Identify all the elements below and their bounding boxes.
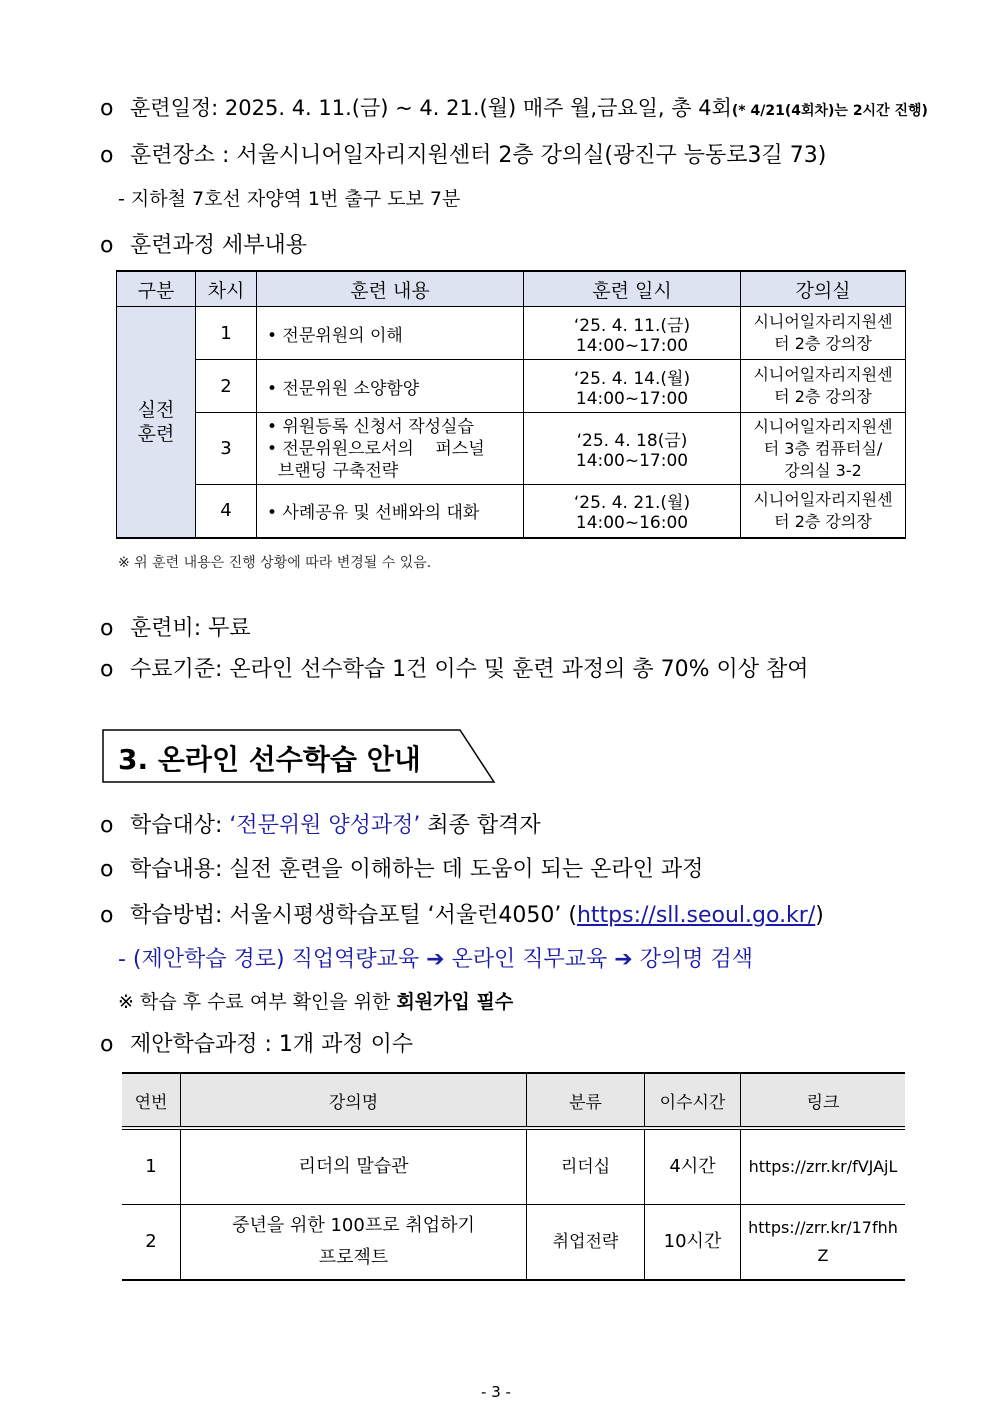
session-content: • 전문위원의 이해 — [257, 307, 524, 360]
signup-note — [118, 987, 513, 1014]
target-line — [100, 808, 541, 839]
course-number: 2 — [122, 1205, 181, 1281]
method-close: ) — [815, 903, 824, 928]
suggested-line — [100, 1027, 413, 1058]
fee-text: 훈련비: 무료 — [130, 616, 251, 641]
bullet-icon: ο — [100, 657, 114, 682]
table-row — [122, 1128, 905, 1205]
schedule-note: (* 4/21(4회차)는 2시간 진행) — [731, 103, 928, 119]
course-title: 리더의 말습관 — [181, 1128, 527, 1205]
session-datetime — [524, 413, 741, 485]
learning-path: - (제안학습 경로) 직업역량교육 ➔ 온라인 직무교육 ➔ 강의명 검색 — [118, 947, 753, 972]
table-row — [117, 413, 906, 485]
target-label: 학습대상: — [130, 813, 230, 838]
method-line — [100, 898, 824, 929]
session-number: 2 — [196, 360, 257, 413]
session-time: 14:00~17:00 — [575, 451, 689, 471]
session-date: ‘25. 4. 18(금) — [576, 431, 688, 451]
completion-line — [100, 652, 809, 683]
column-header: 강의명 — [181, 1073, 527, 1128]
session-room: 시니어일자리지원센 터 2층 강의장 — [741, 307, 906, 360]
session-number: 1 — [196, 307, 257, 360]
bullet-icon: ο — [100, 96, 114, 121]
detail-title: 훈련과정 세부내용 — [130, 233, 308, 258]
place-text: 훈련장소 : 서울시니어일자리지원센터 2층 강의실(광진구 능동로3길 73) — [130, 143, 827, 168]
bullet-icon: ο — [100, 1032, 114, 1057]
session-room: 시니어일자리지원센 터 2층 강의장 — [741, 485, 906, 538]
bullet-icon: ο — [100, 233, 114, 258]
table-row — [117, 360, 906, 413]
table-row — [122, 1205, 905, 1281]
course-category: 취업전략 — [527, 1205, 645, 1281]
session-time: 14:00~16:00 — [575, 513, 689, 534]
bullet-icon: ο — [100, 857, 114, 882]
course-table — [122, 1072, 905, 1281]
page-number: - 3 - — [481, 1383, 511, 1401]
course-hours: 4시간 — [645, 1128, 741, 1205]
session-content: • 전문위원 소양함양 — [257, 360, 524, 413]
session-room: 시니어일자리지원센 터 2층 강의장 — [741, 360, 906, 413]
course-link[interactable]: https://zrr.kr/17fhhZ — [741, 1205, 906, 1281]
column-header: 분류 — [527, 1073, 645, 1128]
column-header: 구분 — [117, 271, 196, 307]
session-room: 시니어일자리지원센 터 3층 컴퓨터실/ 강의실 3-2 — [741, 413, 906, 485]
portal-link[interactable]: https://sll.seoul.go.kr/ — [576, 903, 816, 928]
course-category: 리더십 — [527, 1128, 645, 1205]
session-datetime — [524, 360, 741, 413]
method-text: 학습방법: 서울시평생학습포털 ‘서울런4050’ ( — [130, 903, 577, 928]
suggested-text: 제안학습과정 : 1개 과정 이수 — [130, 1032, 414, 1057]
target-highlight: ‘전문위원 양성과정’ — [229, 813, 421, 838]
fee-line — [100, 611, 251, 642]
course-title: 중년을 위한 100프로 취업하기 프로젝트 — [181, 1205, 527, 1281]
bullet-icon: ο — [100, 616, 114, 641]
completion-text: 수료기준: 온라인 선수학습 1건 이수 및 훈련 과정의 총 70% 이상 참여 — [130, 657, 809, 682]
session-date: ‘25. 4. 14.(월) — [573, 368, 691, 389]
course-number: 1 — [122, 1128, 181, 1205]
column-header: 차시 — [196, 271, 257, 307]
session-number: 3 — [196, 413, 257, 485]
column-header: 강의실 — [741, 271, 906, 307]
table-note: ※ 위 훈련 내용은 진행 상황에 따라 변경될 수 있음. — [118, 555, 432, 571]
session-number: 4 — [196, 485, 257, 538]
table-row — [117, 307, 906, 360]
session-datetime — [524, 485, 741, 538]
place-line — [100, 138, 826, 169]
bullet-icon: ο — [100, 143, 114, 168]
session-datetime — [524, 307, 741, 360]
column-header: 훈련 일시 — [524, 271, 741, 307]
training-schedule-table — [116, 270, 906, 539]
schedule-text: 훈련일정: 2025. 4. 11.(금) ~ 4. 21.(월) 매주 월,금요일, 총 4회 — [130, 96, 732, 120]
session-time: 14:00~17:00 — [575, 335, 689, 356]
group-cell: 실전 훈련 — [117, 307, 196, 538]
content-line — [100, 852, 703, 883]
session-time: 14:00~17:00 — [575, 388, 689, 409]
session-date: ‘25. 4. 11.(금) — [573, 315, 691, 336]
place-subway-note: - 지하철 7호선 자양역 1번 출구 도보 7분 — [118, 188, 461, 210]
column-header: 훈련 내용 — [257, 271, 524, 307]
detail-title-line — [100, 228, 307, 259]
table-row — [117, 485, 906, 538]
course-link[interactable]: https://zrr.kr/fVJAjL — [741, 1128, 906, 1205]
column-header: 링크 — [741, 1073, 906, 1128]
section-title: 3. 온라인 선수학습 안내 — [118, 743, 421, 776]
content-text: 학습내용: 실전 훈련을 이해하는 데 도움이 되는 온라인 과정 — [130, 857, 704, 882]
signup-note-prefix: ※ 학습 후 수료 여부 확인을 위한 — [118, 991, 397, 1013]
column-header: 이수시간 — [645, 1073, 741, 1128]
column-header: 연번 — [122, 1073, 181, 1128]
session-date: ‘25. 4. 21.(월) — [573, 493, 691, 514]
signup-note-bold: 회원가입 필수 — [396, 991, 514, 1013]
session-content: • 사례공유 및 선배와의 대화 — [257, 485, 524, 538]
target-rest: 최종 합격자 — [420, 813, 541, 838]
bullet-icon: ο — [100, 813, 114, 838]
bullet-icon: ο — [100, 903, 114, 928]
schedule-line — [100, 92, 928, 122]
course-hours: 10시간 — [645, 1205, 741, 1281]
session-content: • 위원등록 신청서 작성실습 • 전문위원으로서의 퍼스널 브랜딩 구축전략 — [257, 413, 524, 485]
